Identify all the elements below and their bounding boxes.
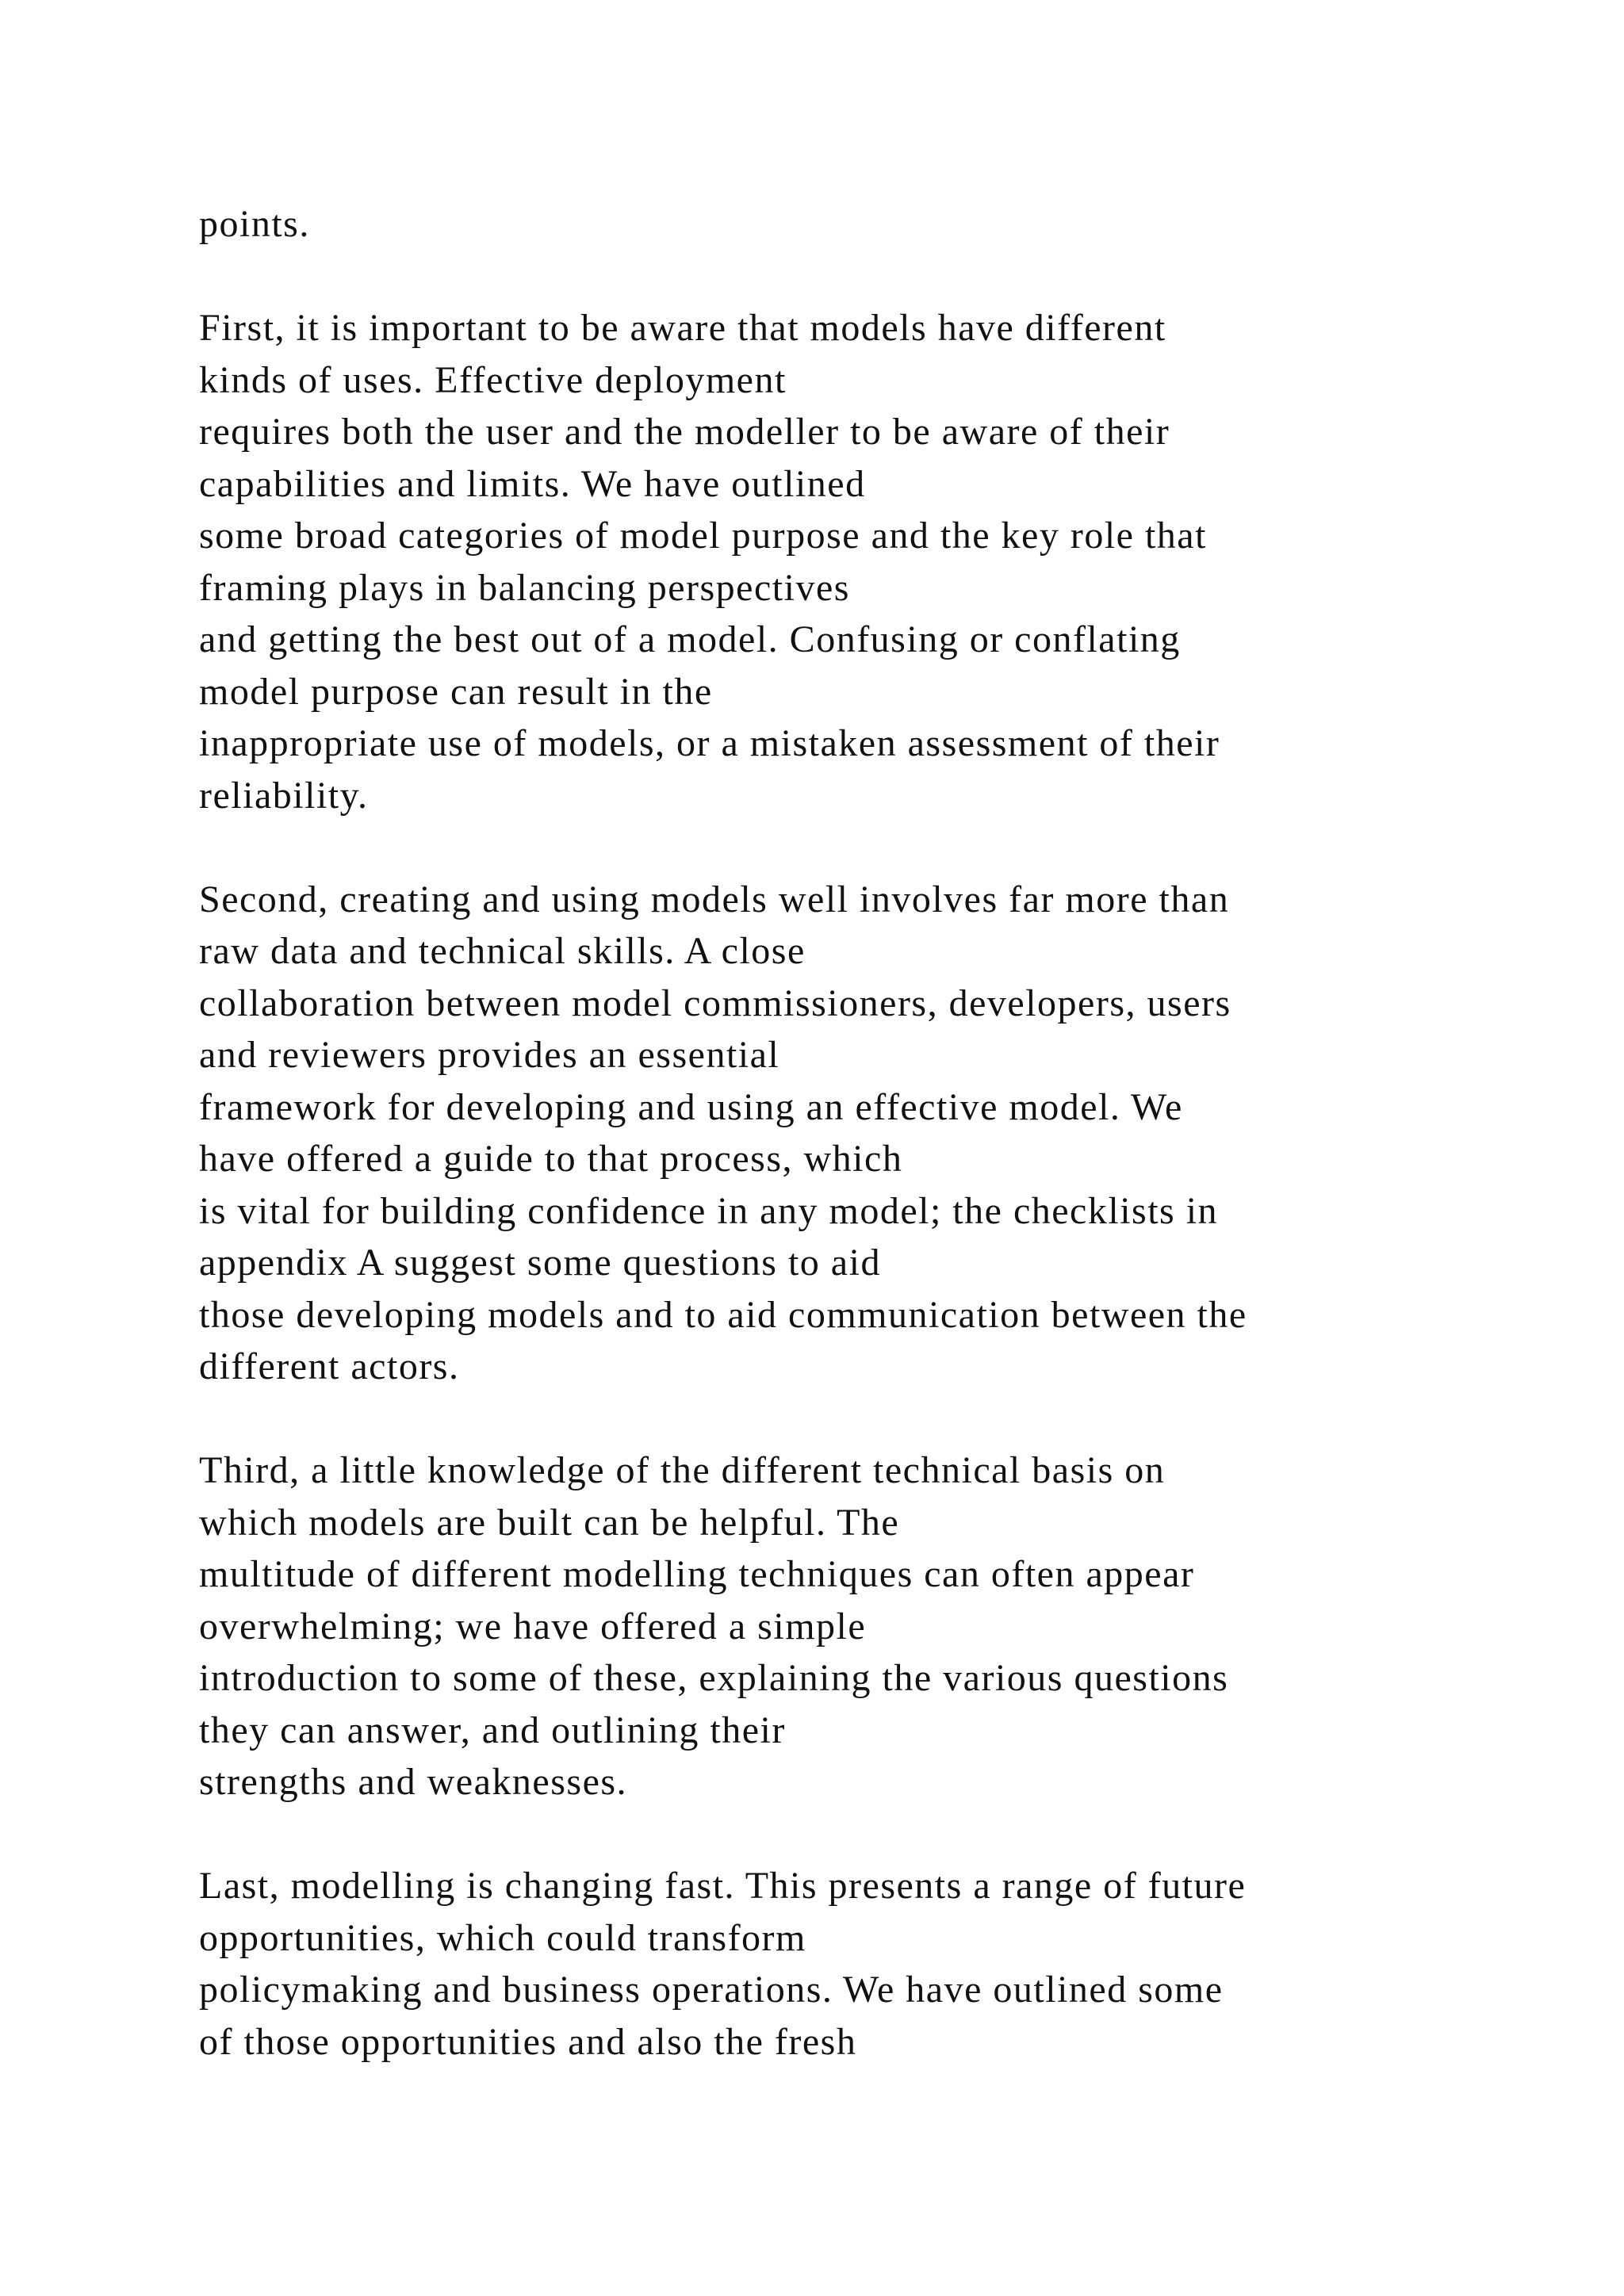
text-line: overwhelming; we have offered a simple — [199, 1605, 867, 1647]
text-line: model purpose can result in the — [199, 670, 713, 713]
text-line: reliability. — [199, 774, 369, 817]
paragraph-gap — [199, 251, 1547, 303]
text-line: inappropriate use of models, or a mistaken assessment of their — [199, 722, 1220, 764]
text-line: requires both the user and the modeller to be aware of their — [199, 411, 1170, 453]
text-line: First, it is important to be aware that models have different — [199, 307, 1166, 349]
text-line: collaboration between model commissioners, developers, users — [199, 982, 1231, 1024]
text-line: those developing models and to aid communication between the — [199, 1293, 1247, 1336]
text-line: opportunities, which could transform — [199, 1916, 806, 1959]
text-line: capabilities and limits. We have outlined — [199, 462, 866, 505]
text-line: strengths and weaknesses. — [199, 1761, 628, 1803]
body-text — [199, 198, 1547, 2068]
text-line: and getting the best out of a model. Confusing or conflating — [199, 618, 1181, 660]
text-line: some broad categories of model purpose and the key role that — [199, 515, 1207, 557]
text-line: different actors. — [199, 1345, 460, 1387]
text-line: is vital for building confidence in any model; the checklists in — [199, 1189, 1219, 1232]
text-line: they can answer, and outlining their — [199, 1709, 786, 1751]
text-line: of those opportunities and also the fresh — [199, 2020, 857, 2063]
text-line: appendix A suggest some questions to aid — [199, 1242, 881, 1284]
text-line: Third, a little knowledge of the different technical basis on — [199, 1449, 1166, 1491]
text-line: which models are built can be helpful. The — [199, 1501, 900, 1544]
text-line: points. — [199, 203, 310, 245]
paragraph-gap — [199, 821, 1547, 874]
text-line: Last, modelling is changing fast. This presents a range of future — [199, 1865, 1247, 1907]
text-line: and reviewers provides an essential — [199, 1034, 780, 1076]
paragraph-gap — [199, 1393, 1547, 1445]
text-line: introduction to some of these, explaining the various questions — [199, 1657, 1229, 1699]
text-line: have offered a guide to that process, which — [199, 1138, 903, 1180]
text-line: framing plays in balancing perspectives — [199, 566, 850, 609]
text-line: policymaking and business operations. We have outlined some — [199, 1969, 1224, 2011]
text-line: raw data and technical skills. A close — [199, 930, 806, 972]
text-line: kinds of uses. Effective deployment — [199, 358, 787, 401]
paragraph-gap — [199, 1808, 1547, 1861]
text-line: framework for developing and using an effective model. We — [199, 1085, 1183, 1128]
text-line: Second, creating and using models well involves far more than — [199, 878, 1230, 920]
text-line: multitude of different modelling techniques can often appear — [199, 1553, 1195, 1595]
